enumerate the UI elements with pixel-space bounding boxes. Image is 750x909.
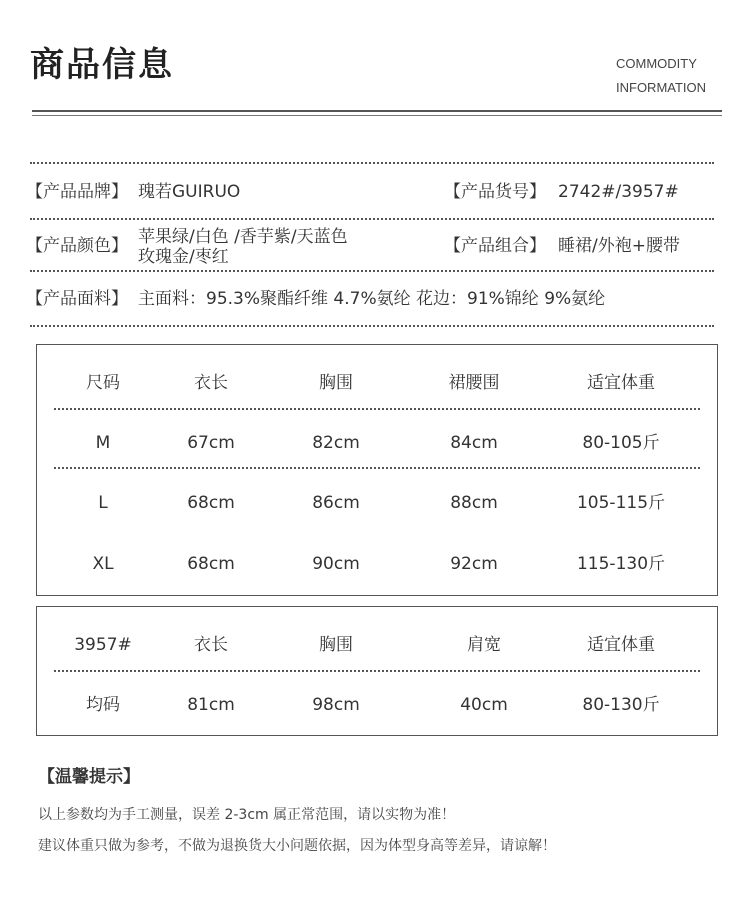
table1-cell: 115-130斤	[576, 554, 666, 574]
table1-header-length: 衣长	[194, 373, 228, 393]
table1-cell: 88cm	[450, 493, 498, 513]
table2-header-length: 衣长	[194, 635, 228, 655]
dotted-divider	[30, 270, 714, 272]
dotted-divider	[30, 218, 714, 220]
brand-label: 【产品品牌】	[26, 182, 128, 202]
table2-dotted-divider	[54, 670, 700, 672]
table1-dotted-divider	[54, 408, 700, 410]
table1-dotted-divider	[54, 467, 700, 469]
combo-value: 睡裙/外袍+腰带	[558, 236, 680, 256]
table1-header-weight: 适宜体重	[587, 373, 655, 393]
table1-cell: 105-115斤	[576, 493, 666, 513]
fabric-value: 主面料：95.3%聚酯纤维 4.7%氨纶 花边：91%锦纶 9%氨纶	[138, 289, 606, 309]
table2-cell: 80-130斤	[582, 695, 660, 715]
table2-header-bust: 胸围	[319, 635, 353, 655]
page-title: 商品信息	[30, 45, 174, 85]
table1-cell: L	[98, 493, 108, 513]
table1-cell: 84cm	[450, 433, 498, 453]
subtitle-line-2: INFORMATION	[616, 80, 707, 95]
color-label: 【产品颜色】	[26, 236, 128, 256]
subtitle-line-1: COMMODITY	[616, 56, 697, 71]
table1-cell: M	[95, 433, 111, 453]
table2-cell: 40cm	[460, 695, 508, 715]
table1-header-bust: 胸围	[319, 373, 353, 393]
combo-label: 【产品组合】	[444, 236, 546, 256]
tips-line-1: 以上参数均为手工测量，误差 2-3cm 属正常范围，请以实物为准！	[38, 807, 456, 823]
header-divider-thin	[32, 115, 722, 116]
table2-header-model: 3957#	[74, 635, 132, 655]
table2-cell: 98cm	[312, 695, 360, 715]
brand-value: 瑰若GUIRUO	[138, 182, 241, 202]
table1-cell: XL	[92, 554, 114, 574]
table1-cell: 86cm	[312, 493, 360, 513]
table2-header-shoulder: 肩宽	[467, 635, 501, 655]
table1-header-size: 尺码	[86, 373, 120, 393]
header-divider-thick	[32, 110, 722, 112]
table1-cell: 68cm	[187, 554, 235, 574]
fabric-label: 【产品面料】	[26, 289, 128, 309]
dotted-divider	[30, 325, 714, 327]
table2-header-weight: 适宜体重	[587, 635, 655, 655]
color-value-line-1: 苹果绿/白色 /香芋紫/天蓝色	[138, 227, 348, 247]
table1-cell: 90cm	[312, 554, 360, 574]
dotted-divider	[30, 162, 714, 164]
table1-cell: 82cm	[312, 433, 360, 453]
page-subtitle	[616, 52, 706, 100]
sku-label: 【产品货号】	[444, 182, 546, 202]
tips-title: 【温馨提示】	[38, 767, 140, 787]
sku-value: 2742#/3957#	[558, 182, 679, 202]
table1-header-waist: 裙腰围	[448, 373, 500, 393]
table1-cell: 68cm	[187, 493, 235, 513]
table1-cell: 80-105斤	[582, 433, 660, 453]
table1-cell: 92cm	[450, 554, 498, 574]
table2-cell: 均码	[86, 695, 120, 715]
table2-cell: 81cm	[187, 695, 235, 715]
color-value-line-2: 玫瑰金/枣红	[138, 247, 229, 267]
table1-cell: 67cm	[187, 433, 235, 453]
tips-line-2: 建议体重只做为参考，不做为退换货大小问题依据，因为体型身高等差异，请谅解！	[38, 838, 556, 854]
